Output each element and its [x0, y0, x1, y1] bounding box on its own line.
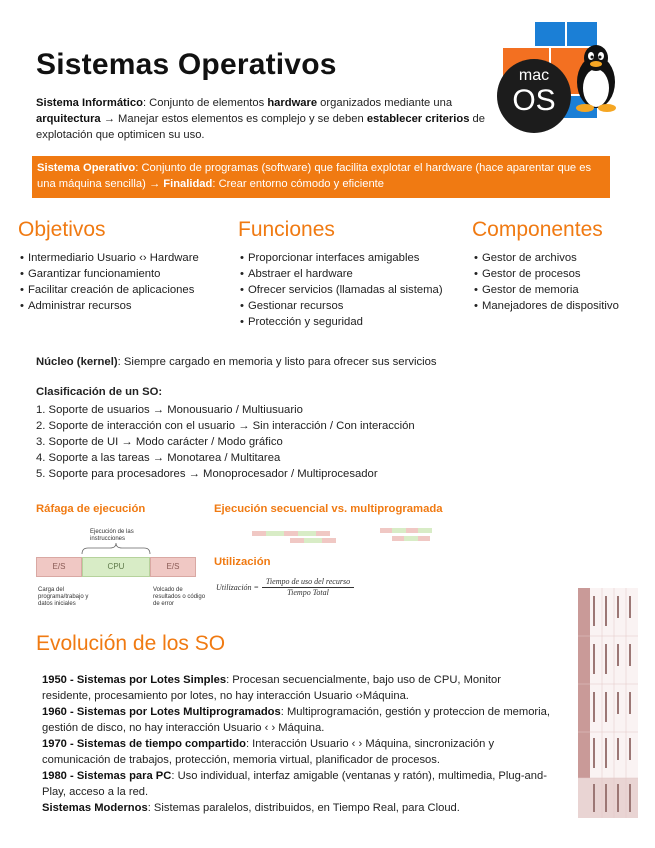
funciones-heading: Funciones [238, 218, 335, 241]
clasificacion-heading: Clasificación de un SO: [36, 386, 163, 398]
list-item: • Proporcionar interfaces amigables [240, 250, 443, 266]
definition-banner [32, 156, 610, 198]
formula-denominator: Tiempo Total [287, 588, 329, 597]
era-text: : Multiprogramación, gestión y proteccion de memoria, gestión de disco, no hay interacción Usuario ‹ › Máquina. [42, 706, 550, 734]
formula-numerator: Tiempo de uso del recurso [265, 577, 351, 586]
list-item: • Abstraer el hardware [240, 266, 443, 282]
era-label: 1970 - Sistemas de tiempo compartido [42, 738, 246, 750]
banner-text: : Crear entorno cómodo y eficiente [212, 178, 384, 190]
intro-text: → Manejar estos elementos es complejo y se deben [100, 113, 367, 125]
list-item [42, 768, 552, 800]
macos-logo-text-os: OS [512, 84, 556, 117]
clasificacion-table-thumbnail [578, 588, 638, 818]
evolucion-list [42, 672, 552, 816]
intro-text: : Conjunto de elementos [142, 97, 268, 109]
term-finalidad: Finalidad [163, 178, 213, 190]
list-item: • Garantizar funcionamiento [20, 266, 199, 282]
banner-text: : Conjunto de programas (software) que facilita explotar el hardware (hace aparentar que es una máquina sencilla) → [37, 162, 592, 190]
objetivos-heading: Objetivos [18, 218, 106, 241]
kernel-text: : Siempre cargado en memoria y listo para ofrecer sus servicios [117, 356, 437, 368]
term-sistema-informatico: Sistema Informático [36, 97, 143, 109]
era-label: 1950 - Sistemas por Lotes Simples [42, 674, 227, 686]
rafaga-left-note: Carga del programa/trabajo y datos iniciales [38, 587, 89, 607]
intro-text: organizados mediante una [317, 97, 453, 109]
list-item [42, 672, 552, 704]
list-item: 5. Soporte para procesadores → Monoprocesador / Multiprocesador [36, 468, 378, 480]
formula-lhs: Utilización = [216, 583, 259, 592]
evolucion-heading: Evolución de los SO [36, 632, 226, 655]
macos-logo-text-mac: mac [518, 67, 550, 84]
clasificacion-list [36, 402, 415, 482]
list-item: 2. Soporte de interacción con el usuario → Sin interacción / Con interacción [36, 420, 415, 432]
era-label: 1980 - Sistemas para PC [42, 770, 172, 782]
utilizacion-heading: Utilización [214, 556, 271, 568]
list-item: 4. Soporte a las tareas → Monotarea / Multitarea [36, 452, 281, 464]
era-text: : Sistemas paralelos, distribuidos, en Tiempo Real, para Cloud. [147, 802, 460, 814]
list-item [42, 736, 552, 768]
term-sistema-operativo: Sistema Operativo [37, 162, 136, 174]
rafaga-es-label-left: E/S [52, 562, 66, 571]
list-item: • Protección y seguridad [240, 314, 443, 330]
rafaga-es-label-right: E/S [166, 562, 180, 571]
intro-text: de explotación que optimicen su uso. [36, 113, 485, 141]
term-hardware: hardware [267, 97, 318, 109]
list-item: • Intermediario Usuario ‹› Hardware [20, 250, 199, 266]
rafaga-right-note: Volcado de resultados o código de error [153, 587, 206, 607]
rafaga-cpu-label: CPU [107, 562, 125, 571]
rafaga-heading: Ráfaga de ejecución [36, 503, 146, 515]
era-text: : Interacción Usuario ‹ › Máquina, sincronización y comunicación de trabajos, protección, memoria virtual, planificador de procesos. [42, 738, 495, 766]
list-item [42, 704, 552, 736]
term-criterios: establecer criterios [366, 113, 470, 125]
term-kernel: Núcleo (kernel) [36, 356, 118, 368]
page-title: Sistemas Operativos [36, 48, 337, 81]
list-item: • Manejadores de dispositivo [474, 298, 619, 314]
list-item: • Gestor de archivos [474, 250, 619, 266]
list-item: • Administrar recursos [20, 298, 199, 314]
term-arquitectura: arquitectura [36, 113, 101, 125]
era-label: Sistemas Modernos [42, 802, 148, 814]
list-item: • Gestor de memoria [474, 282, 619, 298]
list-item: • Gestionar recursos [240, 298, 443, 314]
objetivos-list [20, 250, 199, 314]
list-item: • Ofrecer servicios (llamadas al sistema) [240, 282, 443, 298]
era-label: 1960 - Sistemas por Lotes Multiprogramados [42, 706, 281, 718]
tux-penguin-icon [571, 42, 621, 112]
kernel-definition [36, 354, 437, 370]
rafaga-top-label: Ejecución de las instrucciones [90, 529, 134, 542]
secuencial-heading: Ejecución secuencial vs. multiprogramada [214, 503, 443, 515]
list-item: • Facilitar creación de aplicaciones [20, 282, 199, 298]
componentes-list [474, 250, 619, 314]
secuencial-diagram [250, 525, 450, 547]
list-item: 3. Soporte de UI → Modo carácter / Modo gráfico [36, 436, 283, 448]
componentes-heading: Componentes [472, 218, 603, 241]
era-text: : Procesan secuencialmente, bajo uso de CPU, Monitor residente, procesamiento por lotes, no hay interacción Usuario ‹›Máquina. [42, 674, 501, 702]
list-item: • Gestor de procesos [474, 266, 619, 282]
intro-paragraph [36, 95, 486, 143]
list-item: 1. Soporte de usuarios → Monousuario / Multiusuario [36, 404, 303, 416]
era-text: : Uso individual, interfaz amigable (ventanas y ratón), multimedia, Plug-and-Play, acceso a la red. [42, 770, 547, 798]
list-item [42, 800, 552, 816]
funciones-list [240, 250, 443, 330]
